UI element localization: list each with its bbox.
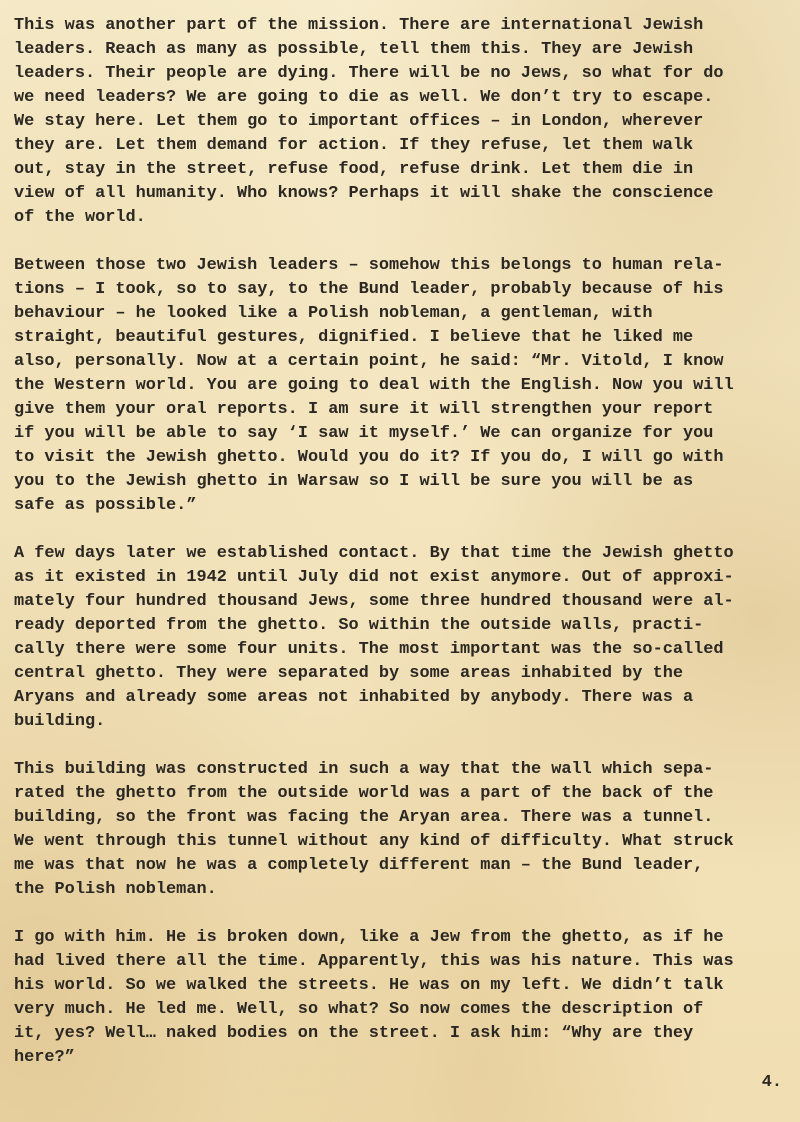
paragraph-ghetto-contact: A few days later we established contact. By that time the Jewish ghetto as it existed in 1942 until July did not exist anymore. Out of approxi- mately four hundred thousand Jews, some three hundred thousand were al- ready deported from the ghetto. So within the outside walls, practi- cally there were some four units. The most important was the so-called central ghetto. They were separated by some areas inhabited by the Aryans and already some areas not inhabited by anybody. There was a building. [14,544,734,731]
document-body [14,14,786,1094]
paragraph-walking-streets: I go with him. He is broken down, like a Jew from the ghetto, as if he had lived there all the time. Apparently, this was his nature. This was his world. So we walked the streets. He was on my left. We didn’t talk very much. He led me. Well, so what? So now comes the description of it, yes? Well… naked bodies on the street. I ask him: “Why are they here?” [14,928,734,1067]
paragraph-bund-leader: Between those two Jewish leaders – somehow this belongs to human rela- tions – I took, so to say, to the Bund leader, probably because of his behaviour – he looked like a Polish nobleman, a gentleman, with straight, beautiful gestures, dignified. I believe that he liked me also, personally. Now at a certain point, he said: “Mr. Vitold, I know the Western world. You are going to deal with the English. Now you will give them your oral reports. I am sure it will strengthen your report if you will be able to say ‘I saw it myself.’ We can organize for you to visit the Jewish ghetto. Would you do it? If you do, I will go with you to the Jewish ghetto in Warsaw so I will be sure you will be as safe as possible.” [14,256,734,515]
paragraph-tunnel-building: This building was constructed in such a way that the wall which sepa- rated the ghetto from the outside world was a part of the back of the building, so the front was facing the Aryan area. There was a tunnel. We went through this tunnel without any kind of difficulty. What struck me was that now he was a completely different man – the Bund leader, the Polish nobleman. [14,760,734,899]
paragraph-mission: This was another part of the mission. There are international Jewish leaders. Reach as many as possible, tell them this. They are Jewish leaders. Their people are dying. There will be no Jews, so what for do we need leaders? We are going to die as well. We don’t try to escape. We stay here. Let them go to important offices – in London, wherever they are. Let them demand for action. If they refuse, let them walk out, stay in the street, refuse food, refuse drink. Let them die in view of all humanity. Who knows? Perhaps it will shake the conscience of the world. [14,16,724,227]
page-number: 4. [761,1073,782,1092]
